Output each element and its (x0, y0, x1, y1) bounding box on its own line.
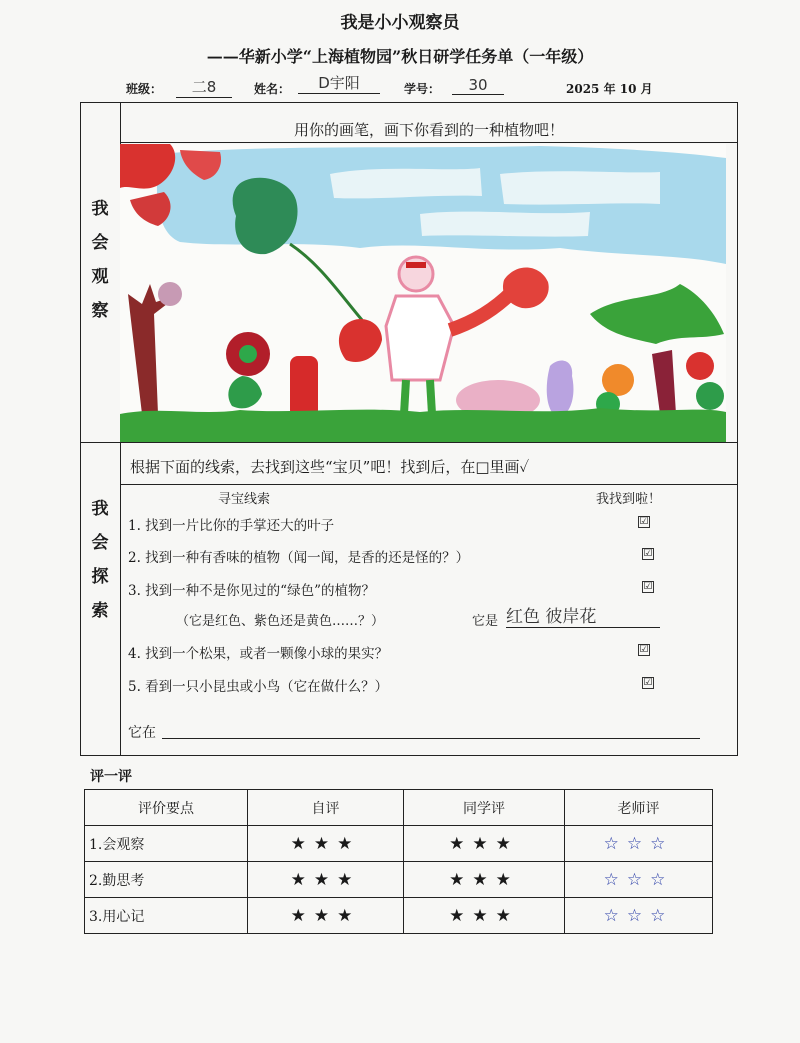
observe-instruction: 用你的画笔，画下你看到的一种植物吧！ (293, 121, 564, 139)
header-criteria: 评价要点 (85, 790, 248, 826)
self-stars[interactable]: ★★★ (248, 826, 404, 862)
evaluation-header-row (85, 790, 713, 826)
criteria-cell: 3.用心记 (85, 898, 248, 934)
criteria-cell: 2.勤思考 (85, 862, 248, 898)
grass-shape (120, 408, 726, 442)
instruction-divider (120, 142, 738, 143)
peer-stars[interactable]: ★★★ (404, 898, 565, 934)
date-text: 2025 年 10 月 (566, 82, 653, 96)
section-divider (80, 442, 738, 443)
name-field[interactable]: D宇阳 (298, 72, 380, 94)
task-1-checkbox[interactable]: ☑ (639, 516, 649, 527)
child-drawing (120, 144, 726, 442)
student-id-label: 学号： (404, 82, 441, 96)
task-3-subnote: （它是红色、紫色还是黄色……？） (176, 614, 385, 629)
task-1-text: 1. 找到一片比你的手掌还大的叶子 (128, 518, 335, 534)
page-title: 我是小小观察员 (340, 13, 460, 33)
criteria-cell: 1.会观察 (85, 826, 248, 862)
explore-side-label: 我 会 探 索 (91, 499, 109, 621)
name-label: 姓名： (254, 82, 291, 96)
peer-stars[interactable]: ★★★ (404, 862, 565, 898)
found-header: 我找到啦！ (596, 492, 662, 507)
header-peer: 同学评 (404, 790, 565, 826)
observe-side-label: 我 会 观 察 (91, 199, 109, 321)
task-2-text: 2. 找到一种有香味的植物（闻一闻，是香的还是怪的？） (128, 550, 470, 566)
task-5-checkbox[interactable]: ☑ (643, 677, 653, 688)
it-is-label: 它是 (472, 614, 499, 629)
evaluation-heading: 评一评 (90, 769, 132, 785)
table-row (85, 862, 713, 898)
teacher-stars[interactable]: ☆☆☆ (565, 862, 713, 898)
explore-instruction: 根据下面的线索，去找到这些“宝贝”吧！找到后，在□里画✓ (130, 458, 530, 476)
teacher-stars[interactable]: ☆☆☆ (565, 898, 713, 934)
header-teacher: 老师评 (565, 790, 713, 826)
self-stars[interactable]: ★★★ (248, 862, 404, 898)
task-5-text: 5. 看到一只小昆虫或小鸟（它在做什么？） (128, 679, 389, 695)
task-4-text: 4. 找到一个松果，或者一颗像小球的果实？ (128, 646, 389, 662)
explore-instruction-divider (120, 484, 738, 485)
it-at-field[interactable] (162, 722, 700, 739)
it-is-answer-field[interactable]: 红色 彼岸花 (506, 602, 660, 628)
clues-header: 寻宝线索 (218, 492, 271, 507)
class-label: 班级： (126, 82, 163, 96)
it-at-label: 它在 (128, 725, 156, 741)
task-3-checkbox[interactable]: ☑ (643, 581, 653, 592)
peer-stars[interactable]: ★★★ (404, 826, 565, 862)
task-3-text: 3. 找到一种不是你见过的“绿色”的植物？ (128, 583, 375, 599)
self-stars[interactable]: ★★★ (248, 898, 404, 934)
page-subtitle: ——华新小学“上海植物园”秋日研学任务单（一年级） (206, 47, 594, 66)
teacher-stars[interactable]: ☆☆☆ (565, 826, 713, 862)
class-field[interactable]: 二8 (176, 76, 232, 98)
evaluation-table (84, 789, 713, 934)
task-4-checkbox[interactable]: ☑ (639, 644, 649, 655)
task-2-checkbox[interactable]: ☑ (643, 548, 653, 559)
table-row (85, 826, 713, 862)
table-row (85, 898, 713, 934)
header-self: 自评 (248, 790, 404, 826)
student-id-field[interactable]: 30 (452, 76, 504, 95)
